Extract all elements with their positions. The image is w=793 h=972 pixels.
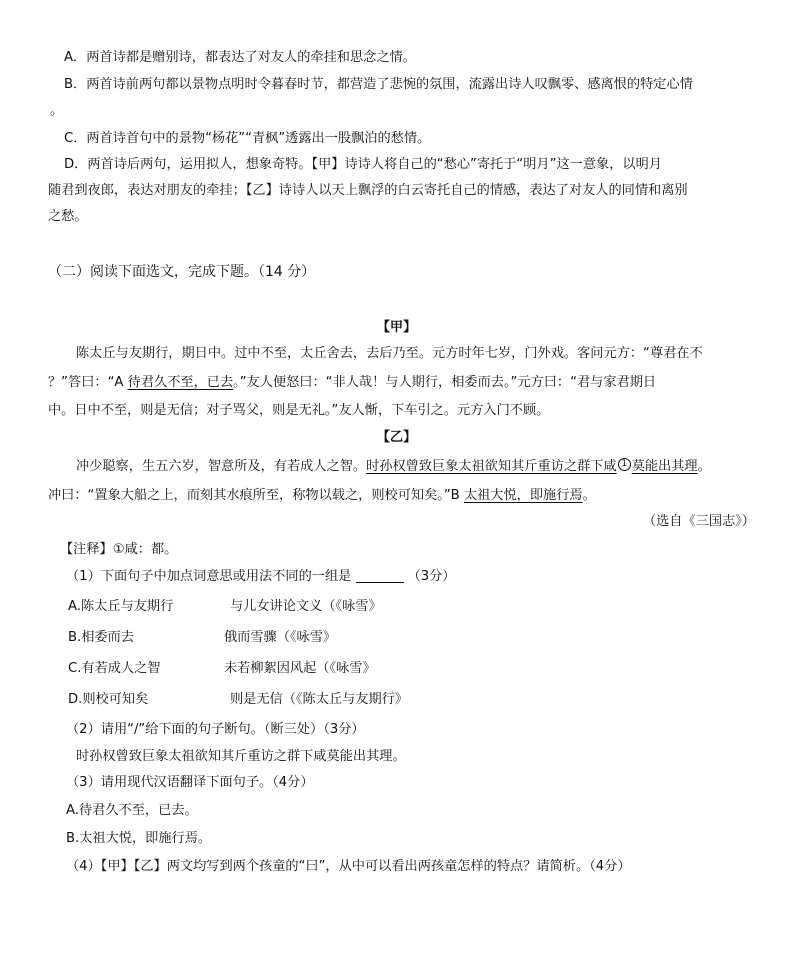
jia-line2 — [48, 373, 656, 393]
yi-line2-pre: 冲曰：“置象大船之上，而刻其水痕所至，称物以载之，则校可知矣。”B — [48, 488, 464, 503]
q3-sentence-a: A.待君久不至，已去。 — [66, 803, 198, 818]
q4-stem: （4）【甲】【乙】两文均写到两个孩童的“曰”，从中可以看出两孩童怎样的特点？请简析。（4分） — [66, 859, 631, 874]
yi-line2-post: 。 — [582, 488, 596, 503]
q1-option-d-right: 则是无信（《陈太丘与友期行》 — [230, 692, 409, 707]
q1-option-c-left: C.有若成人之智 — [68, 661, 161, 676]
yi-underlined-1: 时孙权曾致巨象太祖欲知其斤重访之群下咸 — [366, 459, 617, 474]
q3-sentence-b: B.太祖大悦，即施行焉。 — [66, 831, 212, 846]
section-title: （二）阅读下面选文，完成下题。（14 分） — [48, 264, 316, 280]
q3-stem: （3）请用现代汉语翻译下面句子。（4分） — [66, 775, 314, 790]
yi-line1 — [76, 457, 711, 477]
q2-text: 时孙权曾致巨象太祖欲知其斤重访之群下咸莫能出其理。 — [76, 749, 406, 764]
choice-a: A．两首诗都是赠别诗，都表达了对友人的牵挂和思念之情。 — [64, 50, 416, 65]
annotation-note: 【注释】①咸：都。 — [60, 542, 178, 557]
q1-stem-pre: （1）下面句子中加点词意思或用法不同的一组是 — [66, 569, 356, 584]
jia-underlined-a: 待君久不至，已去 — [127, 375, 234, 390]
yi-line1-pre: 冲少聪察，生五六岁，智意所及，有若成人之智。 — [76, 459, 367, 474]
q1-option-b-right: 俄而雪骤（《咏雪》 — [224, 630, 337, 645]
choice-d-line1: D．两首诗后两句，运用拟人，想象奇特。【甲】诗诗人将自己的“愁心”寄托于“明月”这一意象，以明月 — [64, 157, 662, 172]
choice-b-line2: 。 — [50, 103, 64, 118]
q1-option-a-right: 与儿女讲论文义（《咏雪》 — [230, 599, 382, 614]
yi-line1-post: 。 — [697, 459, 711, 474]
jia-line3: 中。日中不至，则是无信；对子骂父，则是无礼。”友人惭，下车引之。元方入门不顾。 — [48, 403, 550, 418]
yi-underlined-b: 太祖大悦，即施行焉 — [463, 488, 583, 503]
choice-d-line2: 随君到夜郎，表达对朋友的牵挂；【乙】诗诗人以天上飘浮的白云寄托自己的情感，表达了对友人的同情和离别 — [48, 183, 688, 198]
q1-stem-post: （3分） — [407, 569, 456, 584]
footnote-marker: 1 — [618, 458, 631, 471]
q1-stem — [66, 567, 455, 587]
jia-line2-pre: ？”答曰：“A — [48, 375, 128, 390]
jia-heading: 【甲】 — [376, 320, 417, 335]
yi-heading: 【乙】 — [376, 430, 417, 445]
q1-option-b-left: B.相委而去 — [68, 630, 134, 645]
answer-blank[interactable] — [356, 568, 404, 583]
q2-stem: （2）请用“/”给下面的句子断句。（断三处）（3分） — [66, 722, 365, 737]
source-citation: （选自《三国志》） — [642, 514, 755, 529]
yi-line2 — [48, 486, 596, 506]
choice-d-line3: 之愁。 — [48, 209, 88, 224]
choice-b-line1: B．两首诗前两句都以景物点明时令暮春时节，都营造了悲惋的氛围，流露出诗人叹飘零、感离恨的特定心情 — [64, 77, 693, 92]
choice-c: C．两首诗首句中的景物“杨花”“青枫”透露出一股飘泊的愁情。 — [64, 131, 431, 146]
q1-option-d-left: D.则校可知矣 — [68, 692, 149, 707]
q1-option-c-right: 未若柳絮因风起（《咏雪》 — [224, 661, 376, 676]
q1-option-a-left: A.陈太丘与友期行 — [68, 599, 174, 614]
jia-line2-post: 。”友人便怒曰：“非人哉！与人期行，相委而去。”元方曰：“君与家君期日 — [233, 375, 657, 390]
jia-line1: 陈太丘与友期行，期日中。过中不至，太丘舍去，去后乃至。元方时年七岁，门外戏。客问元方：“尊君在不 — [76, 346, 703, 361]
yi-underlined-2: 莫能出其理 — [631, 459, 698, 474]
